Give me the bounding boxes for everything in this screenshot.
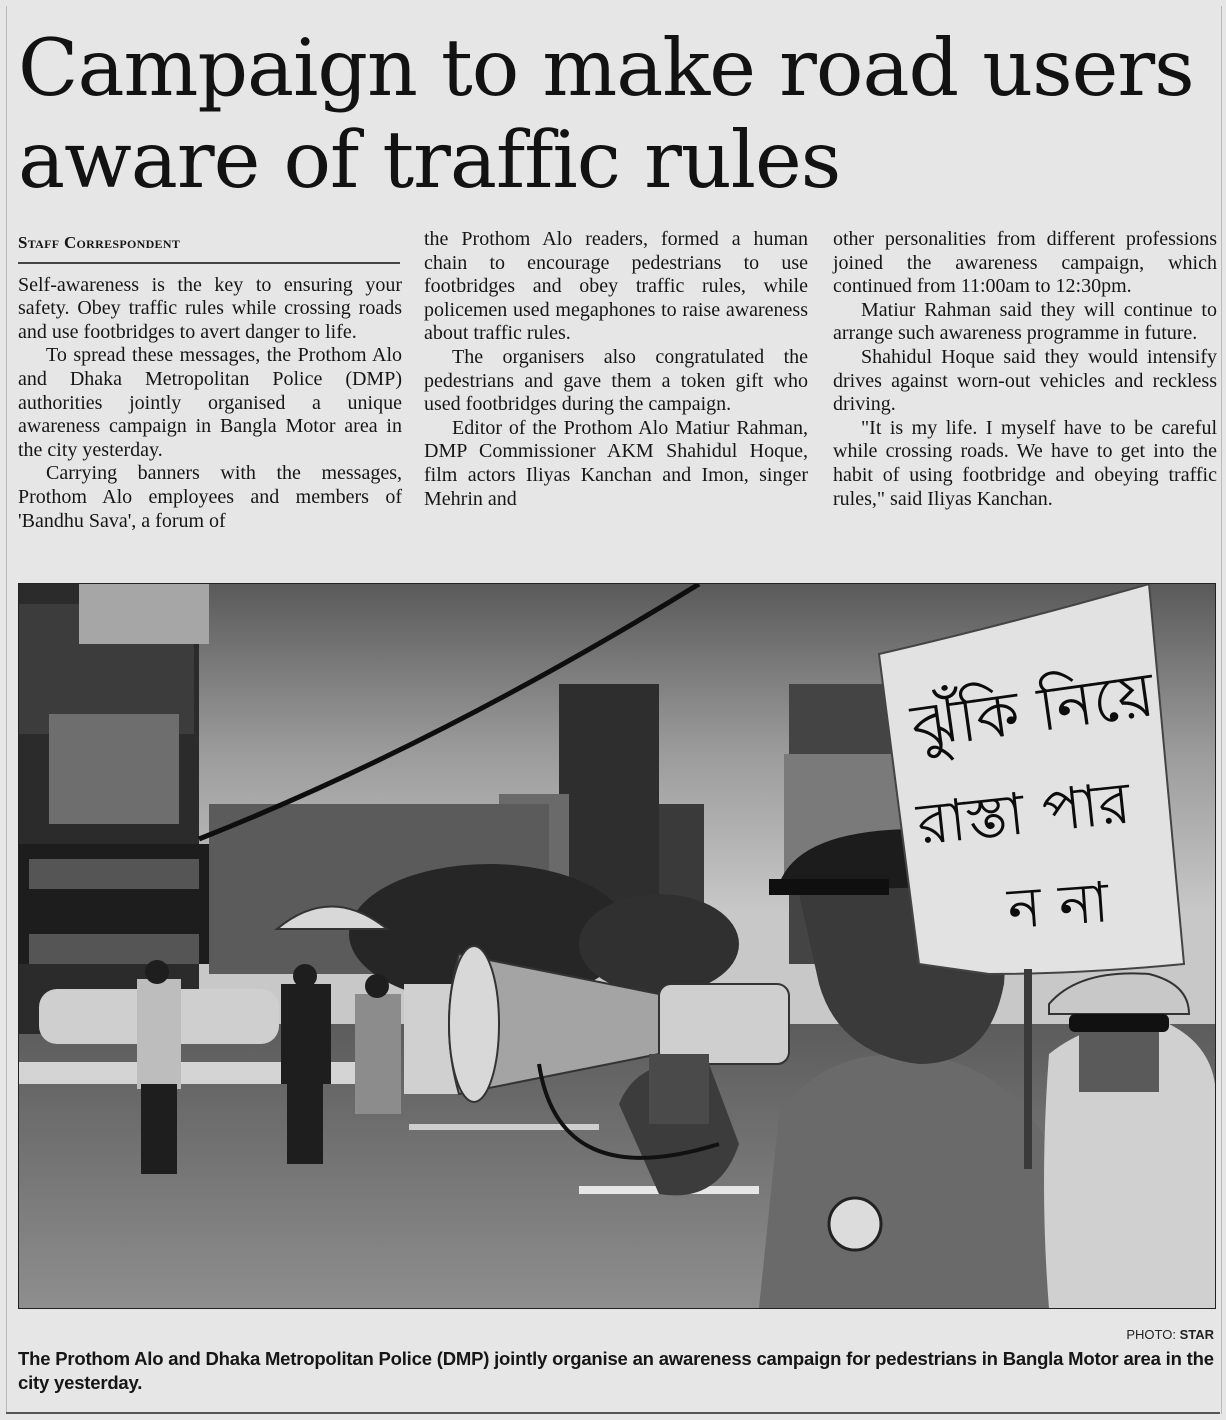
- paragraph: To spread these messages, the Prothom Alo and Dhaka Metropolitan Police (DMP) authorities jointly organised a unique awareness campaign in Bangla Motor area in the city yesterday.: [18, 344, 402, 461]
- headline-line-2: aware of traffic rules: [18, 114, 841, 206]
- paragraph: other personalities from different professions joined the awareness campaign, which continued from 11:00am to 12:30pm.: [833, 228, 1217, 298]
- paragraph: the Prothom Alo readers, formed a human chain to encourage pedestrians to use footbridges and obey traffic rules, while policemen used megaphones to raise awareness about traffic rules.: [424, 228, 808, 345]
- headline-line-1: Campaign to make road users: [18, 22, 1194, 114]
- article-column-1: [18, 228, 402, 533]
- paragraph: Matiur Rahman said they will continue to arrange such awareness programme in future.: [833, 298, 1217, 345]
- photo-credit: PHOTO: STAR: [1126, 1327, 1214, 1342]
- paragraph: "It is my life. I myself have to be careful while crossing roads. We have to get into the habit of using footbridge and obeying traffic rules," said Iliyas Kanchan.: [833, 416, 1217, 510]
- paragraph: Self-awareness is the key to ensuring your safety. Obey traffic rules while crossing roads and use footbridges to avert danger to life.: [18, 273, 402, 343]
- road-divider: [19, 1062, 399, 1084]
- byline: Staff Correspondent: [18, 228, 400, 264]
- paragraph: Carrying banners with the messages, Prothom Alo employees and members of 'Bandhu Sava', a forum of: [18, 462, 402, 532]
- photo-caption: The Prothom Alo and Dhaka Metropolitan Police (DMP) jointly organise an awareness campaign for pedestrians in Bangla Motor area in the city yesterday.: [18, 1348, 1214, 1393]
- news-photo: [18, 583, 1216, 1309]
- article-column-3: [833, 228, 1217, 511]
- paragraph: Editor of the Prothom Alo Matiur Rahman, DMP Commissioner AKM Shahidul Hoque, film actors Iliyas Kanchan and Imon, singer Mehrin and: [424, 416, 808, 510]
- bottom-rule: [6, 1412, 1220, 1414]
- paragraph: Shahidul Hoque said they would intensify drives against worn-out vehicles and reckless driving.: [833, 345, 1217, 416]
- paragraph: The organisers also congratulated the pedestrians and gave them a token gift who used footbridges during the campaign.: [424, 345, 808, 416]
- left-building: [19, 584, 209, 1034]
- headline: [18, 22, 1218, 206]
- banner-text-line-1: ঝুঁকি নিয়ে: [906, 657, 1159, 764]
- banner-text-line-3: ন না: [1005, 870, 1111, 943]
- shoulder-badge: [829, 1198, 881, 1250]
- banner-text-line-2: রাস্তা পার: [913, 768, 1134, 859]
- article-column-2: [424, 228, 808, 511]
